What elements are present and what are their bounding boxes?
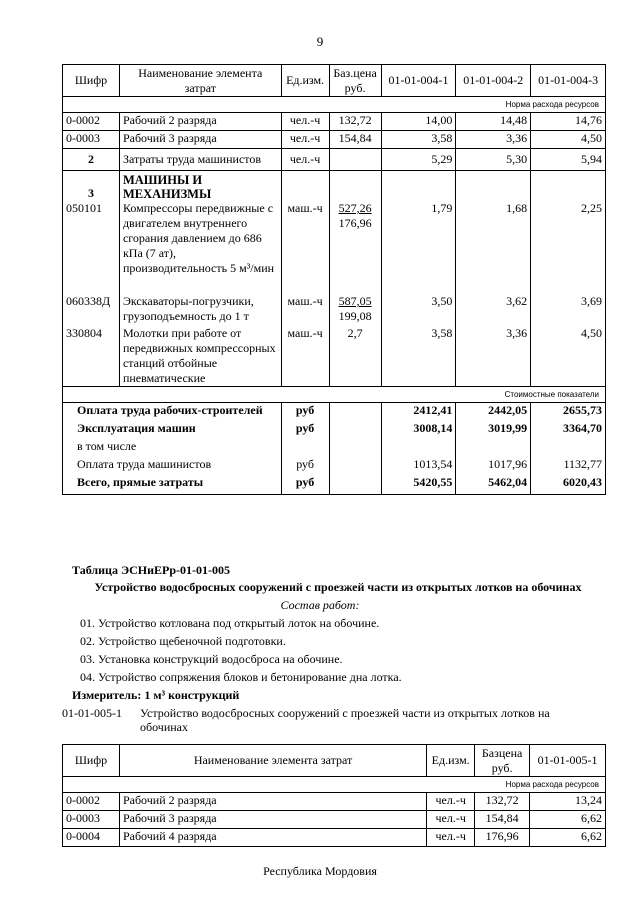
row-price: 154,84 xyxy=(475,811,530,829)
row-value-3: 14,76 xyxy=(531,113,606,131)
header-price: Базцена руб. xyxy=(475,745,530,777)
table-row xyxy=(63,326,606,387)
row-value-2: 3,62 xyxy=(456,294,531,326)
section-row xyxy=(63,171,606,202)
header-unit: Ед.изм. xyxy=(281,65,329,97)
row-name: Рабочий 2 разряда xyxy=(119,793,426,811)
header-unit: Ед.изм. xyxy=(427,745,475,777)
cost-name: Всего, прямые затраты xyxy=(63,475,282,495)
row-unit: чел.-ч xyxy=(427,793,475,811)
section-title: Устройство водосбросных сооружений с проезжей части из открытых лотков на обочинах xyxy=(94,580,582,594)
row-name: Рабочий 2 разряда xyxy=(119,113,281,131)
row-name: Экскаваторы-погрузчики, грузоподъемность до 1 т xyxy=(119,294,281,326)
row-name: Затраты труда машинистов xyxy=(119,149,281,171)
cost-unit: руб xyxy=(281,421,329,439)
cost-value-2: 2442,05 xyxy=(456,403,531,421)
resource-table-1 xyxy=(62,64,606,495)
row-value-3: 4,50 xyxy=(531,326,606,387)
cost-row xyxy=(63,421,606,439)
cost-value-3: 6020,43 xyxy=(531,475,606,495)
row-name: Молотки при работе от передвижных компрессорных станций отбойные пневматические xyxy=(119,326,281,387)
row-unit: чел.-ч xyxy=(281,113,329,131)
table-row xyxy=(63,829,606,847)
row-price: 132,72 xyxy=(475,793,530,811)
row-code: 0-0002 xyxy=(63,793,120,811)
cost-value-3: 3364,70 xyxy=(531,421,606,439)
cost-row xyxy=(63,475,606,495)
page-footer: Республика Мордовия xyxy=(263,864,377,878)
row-value-2: 14,48 xyxy=(456,113,531,131)
header-code: Шифр xyxy=(63,65,120,97)
row-code: 050101 xyxy=(63,201,120,294)
row-value: 6,62 xyxy=(530,829,606,847)
table-row xyxy=(63,149,606,171)
row-value-3: 4,50 xyxy=(531,131,606,149)
row-price: 154,84 xyxy=(329,131,381,149)
row-value-3: 2,25 xyxy=(531,201,606,294)
row-code: 060338Д xyxy=(63,294,120,326)
cost-value-1: 1013,54 xyxy=(381,457,456,475)
cost-unit: руб xyxy=(281,475,329,495)
table-header-row xyxy=(63,65,606,97)
header-col3: 01-01-004-3 xyxy=(531,65,606,97)
cost-value-2: 1017,96 xyxy=(456,457,531,475)
work-item: 03. Установка конструкций водосброса на обочине. xyxy=(80,652,343,666)
row-value-2: 5,30 xyxy=(456,149,531,171)
row-value-1: 3,58 xyxy=(381,131,456,149)
header-name: Наименование элемента затрат xyxy=(119,745,426,777)
norm-label: Норма расхода ресурсов xyxy=(63,97,606,113)
row-price: 2,7 xyxy=(329,326,381,387)
section-code: 3 xyxy=(63,171,120,202)
row-unit: чел.-ч xyxy=(281,131,329,149)
row-name: Рабочий 3 разряда xyxy=(119,131,281,149)
cost-value-3: 2655,73 xyxy=(531,403,606,421)
cost-unit: руб xyxy=(281,403,329,421)
item-code: 01-01-005-1 xyxy=(62,706,122,720)
row-price: 132,72 xyxy=(329,113,381,131)
row-value: 13,24 xyxy=(530,793,606,811)
table-row xyxy=(63,793,606,811)
row-name: Рабочий 3 разряда xyxy=(119,811,426,829)
norm-label: Норма расхода ресурсов xyxy=(63,777,606,793)
row-value-2: 3,36 xyxy=(456,131,531,149)
row-code: 0-0003 xyxy=(63,811,120,829)
row-value-1: 1,79 xyxy=(381,201,456,294)
table-row xyxy=(63,811,606,829)
row-price: 176,96 xyxy=(475,829,530,847)
work-item: 02. Устройство щебеночной подготовки. xyxy=(80,634,286,648)
measure-unit: Измеритель: 1 м³ конструкций xyxy=(72,688,240,702)
row-value-1: 14,00 xyxy=(381,113,456,131)
cost-row xyxy=(63,403,606,421)
row-value-3: 3,69 xyxy=(531,294,606,326)
row-unit: чел.-ч xyxy=(281,149,329,171)
row-unit: чел.-ч xyxy=(427,829,475,847)
row-unit: маш.-ч xyxy=(281,294,329,326)
row-unit: маш.-ч xyxy=(281,326,329,387)
cost-value-2: 3019,99 xyxy=(456,421,531,439)
cost-unit: руб xyxy=(281,457,329,475)
row-value-1: 3,58 xyxy=(381,326,456,387)
cost-name: Эксплуатация машин xyxy=(63,421,282,439)
row-unit: маш.-ч xyxy=(281,201,329,294)
cost-value-3: 1132,77 xyxy=(531,457,606,475)
row-unit: чел.-ч xyxy=(427,811,475,829)
header-name: Наименование элемента затрат xyxy=(119,65,281,97)
row-value-3: 5,94 xyxy=(531,149,606,171)
row-value: 6,62 xyxy=(530,811,606,829)
row-code: 330804 xyxy=(63,326,120,387)
cost-name: Оплата труда рабочих-строителей xyxy=(63,403,282,421)
cost-row xyxy=(63,439,606,457)
row-code: 2 xyxy=(63,149,120,171)
cost-row xyxy=(63,457,606,475)
page-number: 9 xyxy=(316,34,324,49)
item-description: Устройство водосбросных сооружений с проезжей части из открытых лотков на обочинах xyxy=(140,706,550,734)
row-code: 0-0003 xyxy=(63,131,120,149)
cost-name: Оплата труда машинистов xyxy=(63,457,282,475)
cost-value-1: 3008,14 xyxy=(381,421,456,439)
row-name: Компрессоры передвижные с двигателем внутреннего сгорания давлением до 686 кПа (7 ат), производительность 5 м³/мин xyxy=(119,201,281,294)
row-name: Рабочий 4 разряда xyxy=(119,829,426,847)
table-row xyxy=(63,113,606,131)
row-code: 0-0004 xyxy=(63,829,120,847)
work-item: 01. Устройство котлована под открытый лоток на обочине. xyxy=(80,616,380,630)
row-code: 0-0002 xyxy=(63,113,120,131)
composition-heading: Состав работ: xyxy=(280,598,360,612)
cost-value-1: 2412,41 xyxy=(381,403,456,421)
row-value-2: 1,68 xyxy=(456,201,531,294)
resource-table-2 xyxy=(62,744,606,847)
cost-name: в том числе xyxy=(63,439,282,457)
table-row xyxy=(63,294,606,326)
cost-value-2: 5462,04 xyxy=(456,475,531,495)
work-item: 04. Устройство сопряжения блоков и бетонирование дна лотка. xyxy=(80,670,402,684)
section-name: МАШИНЫ И МЕХАНИЗМЫ xyxy=(119,171,281,202)
header-col2: 01-01-004-2 xyxy=(456,65,531,97)
table-label: Таблица ЭСНиЕРр-01-01-005 xyxy=(72,563,231,577)
row-value-1: 5,29 xyxy=(381,149,456,171)
table-row xyxy=(63,201,606,294)
header-price: Баз.цена руб. xyxy=(329,65,381,97)
header-col1: 01-01-005-1 xyxy=(530,745,606,777)
row-price: 587,05 199,08 xyxy=(329,294,381,326)
table-row xyxy=(63,131,606,149)
table-header-row xyxy=(63,745,606,777)
row-value-2: 3,36 xyxy=(456,326,531,387)
row-price: 527,26 176,96 xyxy=(329,201,381,294)
cost-label: Стоимостные показатели xyxy=(63,387,606,403)
header-col1: 01-01-004-1 xyxy=(381,65,456,97)
row-value-1: 3,50 xyxy=(381,294,456,326)
header-code: Шифр xyxy=(63,745,120,777)
cost-value-1: 5420,55 xyxy=(381,475,456,495)
